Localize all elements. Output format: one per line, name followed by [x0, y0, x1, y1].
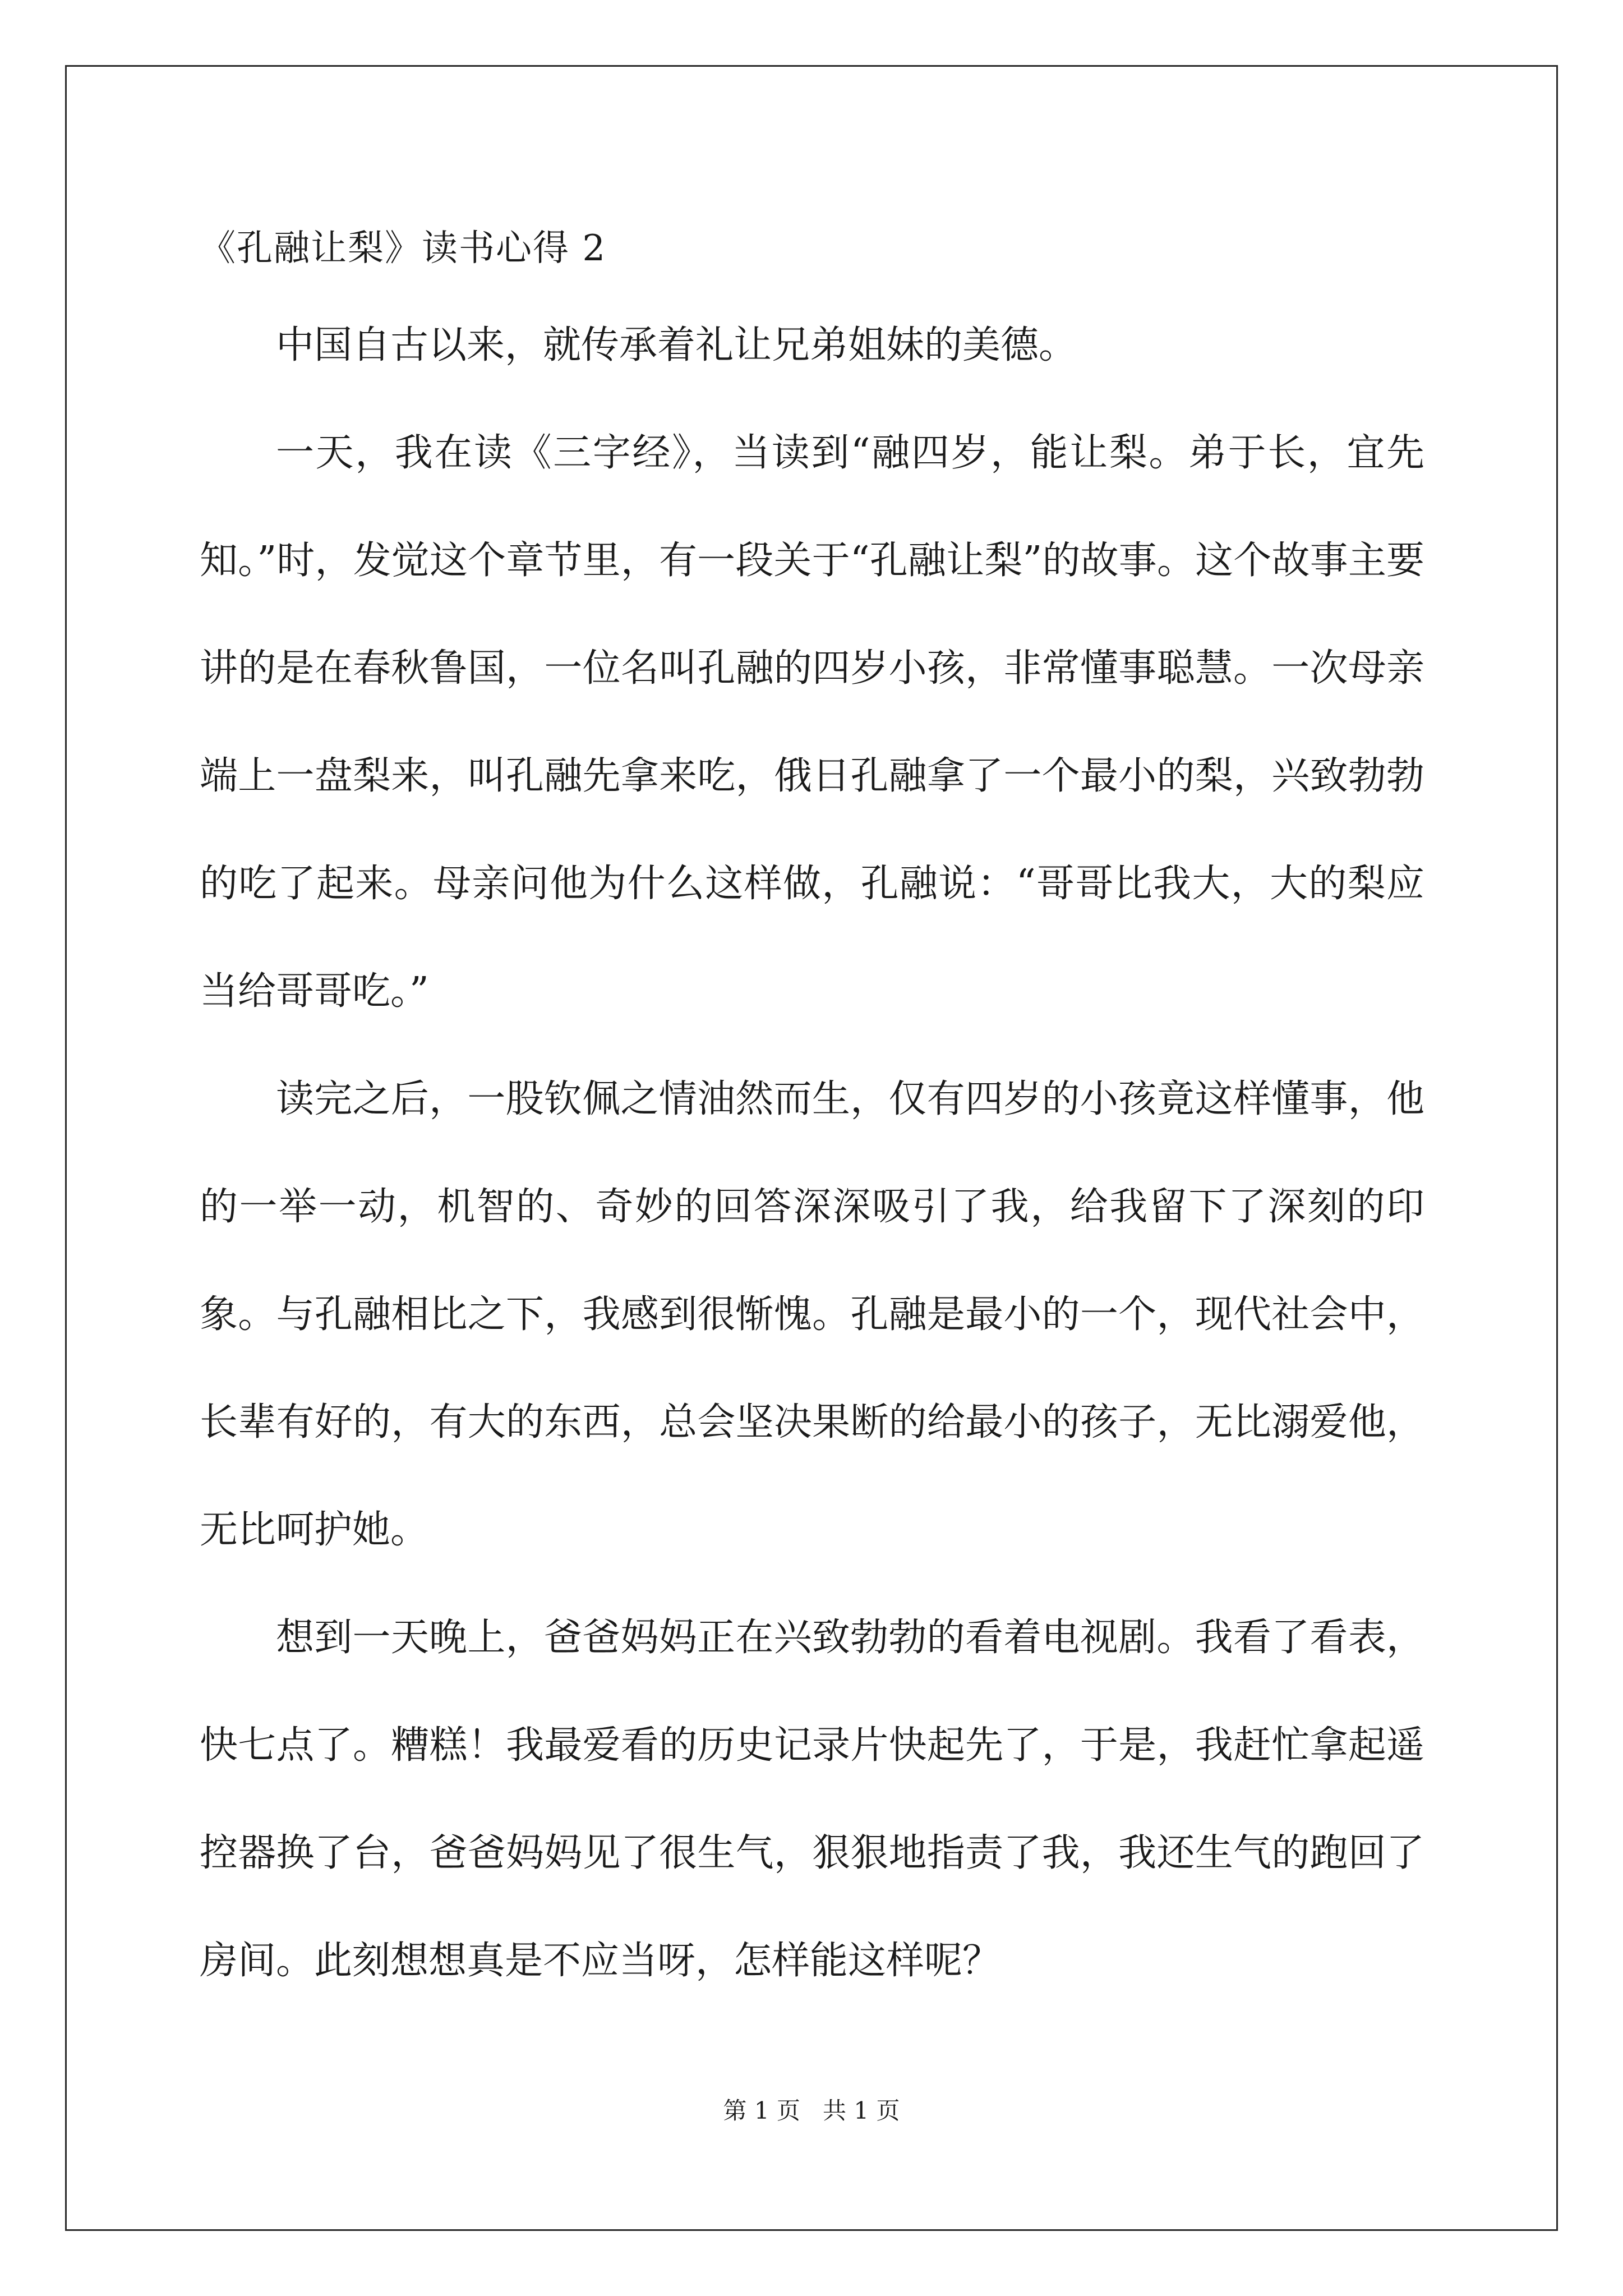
- paragraph-3: 读完之后，一股钦佩之情油然而生，仅有四岁的小孩竟这样懂事，他的一举一动，机智的、奇妙的回答深深吸引了我，给我留下了深刻的印象。与孔融相比之下，我感到很惭愧。孔融是最小的一个，现代社会中，长辈有好的，有大的东西，总会坚决果断的给最小的孩子，无比溺爱他，无比呵护她。: [200, 1077, 1424, 1552]
- paragraph-1: 中国自古以来，就传承着礼让兄弟姐妹的美德。: [276, 323, 1077, 367]
- page-footer: 第 1 页 共 1 页: [723, 2097, 900, 2124]
- paragraph-4: 想到一天晚上，爸爸妈妈正在兴致勃勃的看着电视剧。我看了看表，快七点了。糟糕！我最爱看的历史记录片快起先了，于是，我赶忙拿起遥控器换了台，爸爸妈妈见了很生气，狠狠地指责了我，我还生气的跑回了房间。此刻想想真是不应当呀，怎样能这样呢？: [200, 1616, 1424, 1983]
- paragraph-2: 一天，我在读《三字经》，当读到“融四岁，能让梨。弟于长，宜先知。”时，发觉这个章节里，有一段关于“孔融让梨”的故事。这个故事主要讲的是在春秋鲁国，一位名叫孔融的四岁小孩，非常懂事聪慧。一次母亲端上一盘梨来，叫孔融先拿来吃，俄日孔融拿了一个最小的梨，兴致勃勃的吃了起来。母亲问他为什么这样做，孔融说：“哥哥比我大，大的梨应当给哥哥吃。”: [200, 431, 1424, 1014]
- document-body: [200, 292, 1424, 2015]
- document-title: 《孔融让梨》读书心得 2: [200, 228, 607, 269]
